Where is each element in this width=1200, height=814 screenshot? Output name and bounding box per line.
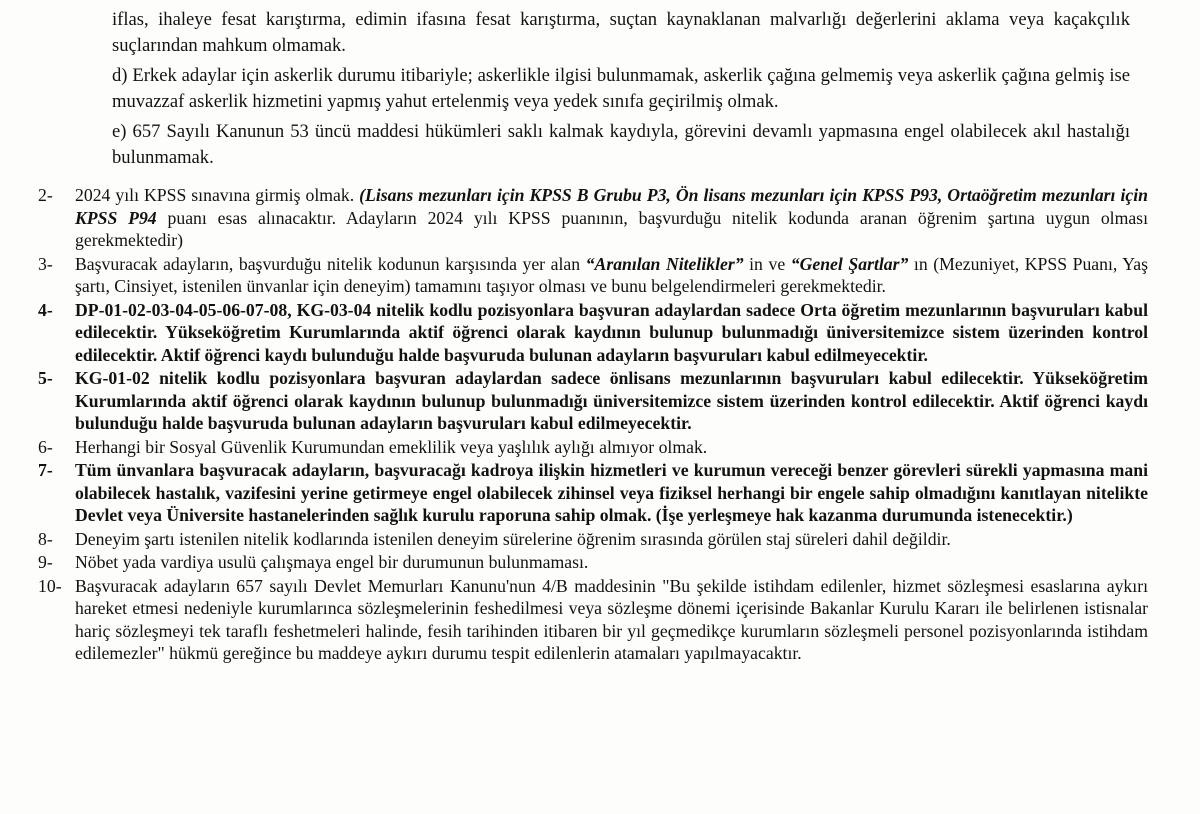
list-item — [38, 184, 1148, 252]
text-segment: Herhangi bir Sosyal Güvenlik Kurumundan emeklilik veya yaşlılık aylığı almıyor olmak. — [75, 436, 708, 457]
text-segment: Tüm ünvanlara başvuracak adayların, başvuracağı kadroya ilişkin hizmetleri ve kurumun vereceği benzer görevleri sürekli yapmasına mani olabilecek hastalık, vazifesini yerine getirmeye engel olabilecek zihinsel veya fiziksel herhangi bir engele sahip olmadığını kanıtlayan nitelikte Devlet veya Üniversite hastanelerinden sağlık kurulu raporuna sahip olmak. (İşe yerleşmeye hak kazanma durumunda istenecektir.) — [75, 460, 1148, 526]
list-item-number: 6- — [38, 436, 53, 457]
list-item — [38, 528, 1148, 551]
text-segment: (Lisans mezunları için KPSS B Grubu P3, Ön lisans mezunları için KPSS P93, Ortaöğretim mezunları için KPSS P94 — [75, 185, 1148, 228]
text-segment: ın (Mezuniyet, KPSS Puanı, Yaş şartı, Cinsiyet, istenilen ünvanlar için deneyim) tamamını taşıyor olması ve bunu belgelendirmeleri gerekmektedir. — [75, 253, 1148, 297]
intro-section — [112, 7, 1130, 171]
list-item-number: 3- — [38, 253, 53, 274]
text-segment: Nöbet yada vardiya usulü çalışmaya engel bir durumunun bulunmaması. — [75, 552, 589, 573]
legal-paragraph: d) Erkek adaylar için askerlik durumu itibariyle; askerlikle ilgisi bulunmamak, askerlik çağına gelmemiş veya askerlik çağına gelmiş ise muvazzaf askerlik hizmetini yapmış yahut ertelenmiş veya yedek sınıfa geçirilmiş olmak. — [112, 64, 1130, 113]
text-segment: in ve — [743, 253, 791, 274]
text-segment: Başvuracak adayların 657 sayılı Devlet Memurları Kanunu'nun 4/B maddesinin "Bu şekilde istihdam edilenler, hizmet sözleşmesi esaslarına aykırı hareket etmesi nedeniyle kurumlarınca sözleşmelerinin feshedilmesi veya sözleşme dönemi içerisinde Bakanlar Kurulu Kararı ile belirlenen istisnalar hariç sözleşmeyi tek taraflı feshetmeleri halinde, fesih tarihinden itibaren bir yıl geçmedikçe kurumların sözleşmeli personel pozisyonlarında istihdam edilemezler" hükmü gereğince bu maddeye aykırı durumu tespit edilenlerin atamaları yapılmayacaktır. — [75, 575, 1148, 664]
list-item-number: 9- — [38, 552, 53, 573]
text-segment: Başvuracak adayların, başvurduğu nitelik kodunun karşısında yer alan — [75, 253, 586, 274]
text-segment: Deneyim şartı istenilen nitelik kodlarında istenilen deneyim sürelerine öğrenim sırasında görülen staj süreleri dahil değildir. — [75, 528, 951, 549]
list-item-text — [75, 528, 1148, 551]
list-item-number: 10- — [38, 575, 62, 596]
list-item-text — [75, 367, 1148, 435]
list-item — [38, 253, 1148, 298]
text-segment: 2024 yılı KPSS sınavına girmiş olmak. — [75, 185, 360, 206]
list-item-number: 7- — [38, 460, 53, 481]
list-item-text — [75, 575, 1148, 665]
list-item — [38, 299, 1148, 367]
list-item-text — [75, 436, 1148, 459]
text-segment: “Genel Şartlar” — [790, 253, 909, 274]
list-item-text — [75, 551, 1148, 574]
text-segment: KG-01-02 nitelik kodlu pozisyonlara başvuran adaylardan sadece önlisans mezunlarının başvuruları kabul edilecektir. Yükseköğretim Kurumlarında aktif öğrenci olarak kaydının bulunup bulunmadığı üniversitemizce sistem üzerinden kontrol edilecektir. Aktif öğrenci kaydı bulunduğu halde başvuruda bulunan adayların başvuruları kabul edilmeyecektir. — [75, 368, 1148, 434]
text-segment: DP-01-02-03-04-05-06-07-08, KG-03-04 nitelik kodlu pozisyonlara başvuran adaylardan sadece Orta öğretim mezunlarının başvuruları kabul edilecektir. Yükseköğretim Kurumlarında aktif öğrenci olarak kaydının bulunup bulunmadığı üniversitemizce sistem üzerinden kontrol edilecektir. Aktif öğrenci kaydı bulunduğu halde başvuruda bulunan adayların başvuruları kabul edilmeyecektir. — [75, 299, 1148, 365]
list-item — [38, 575, 1148, 665]
list-item-text — [75, 299, 1148, 367]
legal-paragraph: e) 657 Sayılı Kanunun 53 üncü maddesi hükümleri saklı kalmak kaydıyla, görevini devamlı yapmasına engel olabilecek akıl hastalığı bulunmamak. — [112, 120, 1130, 169]
list-item-text — [75, 253, 1148, 298]
list-item-number: 4- — [38, 299, 53, 320]
text-segment: “Aranılan Nitelikler” — [585, 253, 744, 274]
list-item — [38, 367, 1148, 435]
list-item-text — [75, 459, 1148, 527]
list-item — [38, 459, 1148, 527]
list-item-number: 8- — [38, 528, 53, 549]
list-item-number: 5- — [38, 368, 53, 389]
list-item-number: 2- — [38, 185, 53, 206]
list-item-text — [75, 184, 1148, 252]
numbered-list — [38, 184, 1148, 665]
list-item — [38, 436, 1148, 459]
legal-paragraph: iflas, ihaleye fesat karıştırma, edimin ifasına fesat karıştırma, suçtan kaynaklanan malvarlığı değerlerini aklama veya kaçakçılık suçlarından mahkum olmamak. — [112, 9, 1130, 57]
text-segment: puanı esas alınacaktır. Adayların 2024 yılı KPSS puanının, başvurduğu nitelik kodunda aranan öğrenim şartına uygun olması gerekmektedir) — [75, 207, 1148, 251]
list-item — [38, 551, 1148, 574]
